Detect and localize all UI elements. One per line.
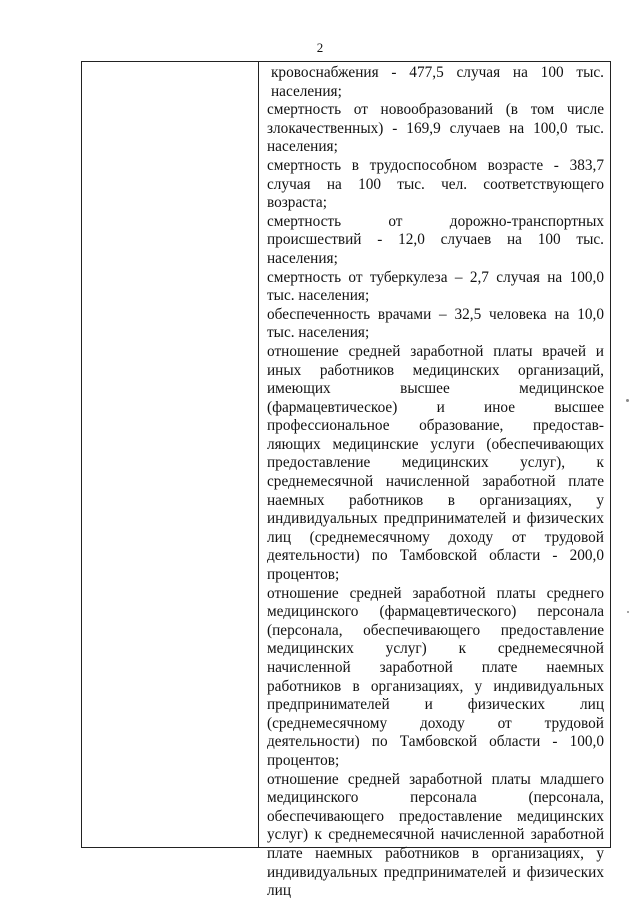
paragraph-tuberculosis-mortality: смертность от туберкулеза – 2,7 случая на 100,0 тыс. населения; bbox=[267, 268, 604, 305]
paragraph-working-age-mortality: смертность в трудоспособном возрасте - 383,7 случая на 100 тыс. чел. соответствующего возраста; bbox=[267, 156, 604, 212]
scan-speck bbox=[627, 611, 629, 613]
column-divider bbox=[258, 62, 259, 847]
page-number: 2 bbox=[316, 40, 324, 55]
document-table bbox=[81, 61, 611, 900]
paragraph-doctor-provision: обеспеченность врачами – 32,5 человека на 10,0 тыс. населения; bbox=[267, 305, 604, 342]
paragraph-doctor-salary-ratio: отношение средней заработной платы врачей и иных работников медицинских организаций, имеющих высшее медицинское (фармацевтическое) и иное высшее профессиональное образование, предостав-ляющих медицинские услуги (обеспечивающих предоставление медицинских услуг), к среднемесячной начисленной заработной плате наемных работников в организациях, у индивидуальных предпринимателей и физических лиц (среднемесячному доходу от трудовой деятельности) по Тамбовской области - 200,0 процентов; bbox=[267, 342, 604, 584]
paragraph-nurse-salary-ratio: отношение средней заработной платы среднего медицинского (фармацевтического) персонала (персонала, обеспечивающего предоставление медицинских услуг) к среднемесячной начисленной заработной плате наемных работников в организациях, у индивидуальных предпринимателей и физических лиц (среднемесячному доходу от трудовой деятельности) по Тамбовской области - 100,0 процентов; bbox=[267, 584, 604, 769]
paragraph-blood-supply-mortality: кровоснабжения - 477,5 случая на 100 тыс. населения; bbox=[271, 64, 604, 100]
scan-speck bbox=[626, 399, 629, 402]
right-text-cell bbox=[267, 64, 604, 900]
paragraph-junior-staff-salary-ratio: отношение средней заработной платы младшего медицинского персонала (персонала, обеспечивающего предоставление медицинских услуг) к среднемесячной начисленной заработной плате наемных работников в организациях, у индивидуальных предпринимателей и физических лиц bbox=[267, 770, 604, 900]
paragraph-road-accident-mortality: смертность от дорожно-транспортных происшествий - 12,0 случаев на 100 тыс. населения; bbox=[267, 212, 604, 267]
paragraph-neoplasm-mortality: смертность от новообразований (в том числе злокачественных) - 169,9 случаев на 100,0 тыс. населения; bbox=[267, 101, 604, 156]
